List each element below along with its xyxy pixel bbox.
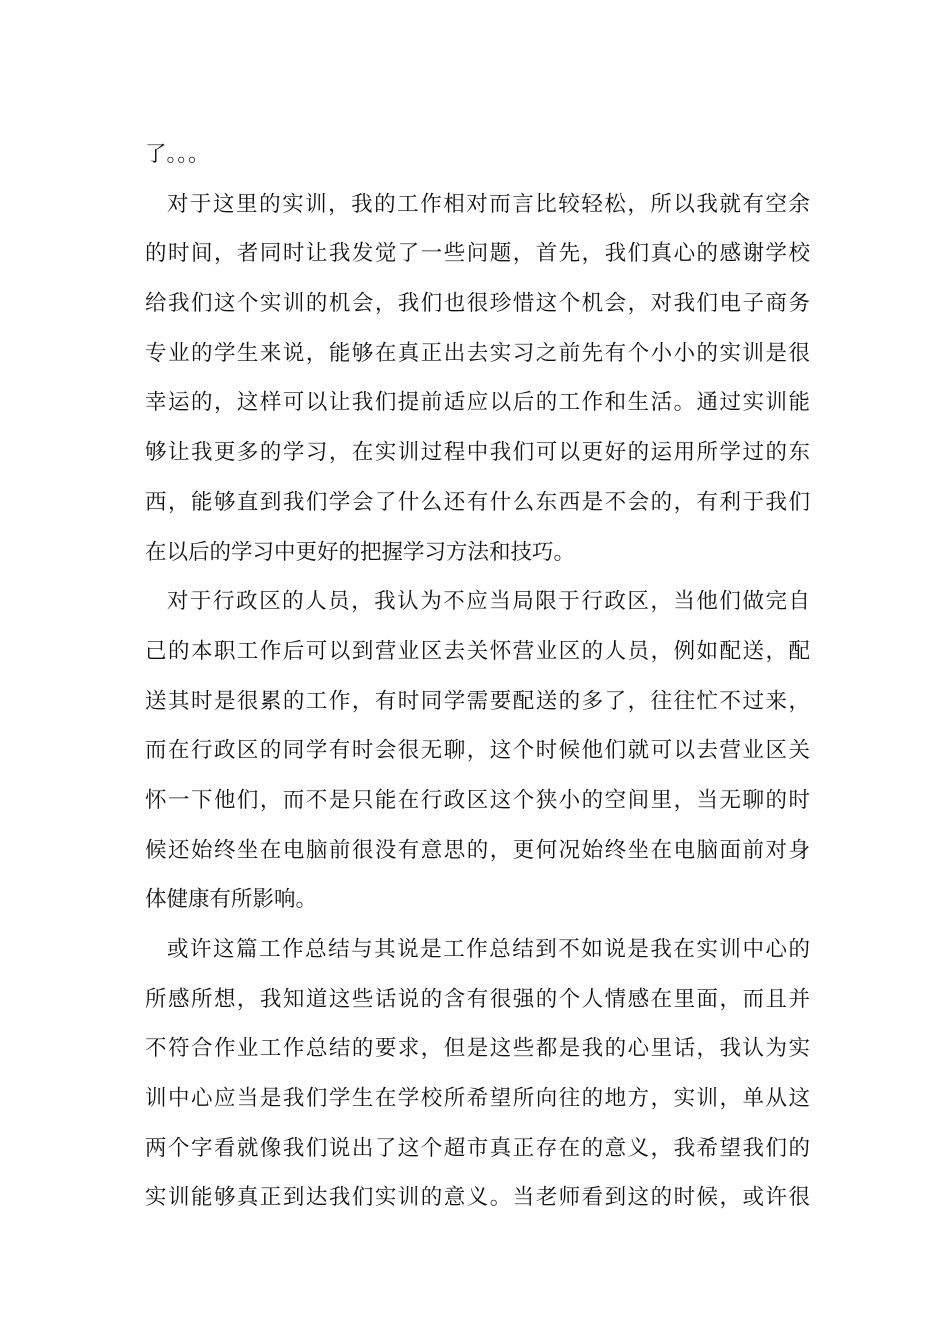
paragraph xyxy=(145,925,810,1223)
text-line: 两个字看就像我们说出了这个超市真正存在的意义，我希望我们的 xyxy=(145,1135,810,1161)
paragraph xyxy=(145,130,810,180)
text-line: 送其时是很累的工作，有时同学需要配送的多了，往往忙不过来， xyxy=(145,688,810,714)
text-line: 体健康有所影响。 xyxy=(145,887,318,913)
text-line: 的时间，者同时让我发觉了一些问题，首先，我们真心的感谢学校 xyxy=(145,241,810,267)
text-line: 对于这里的实训，我的工作相对而言比较轻松，所以我就有空余 xyxy=(167,191,810,217)
text-line: 够让我更多的学习，在实训过程中我们可以更好的运用所学过的东 xyxy=(145,440,810,466)
document-body xyxy=(145,130,810,1223)
text-line: 专业的学生来说，能够在真正出去实习之前先有个小小的实训是很 xyxy=(145,340,810,366)
text-line: 幸运的，这样可以让我们提前适应以后的工作和生活。通过实训能 xyxy=(145,390,810,416)
text-line: 训中心应当是我们学生在学校所希望所向往的地方，实训，单从这 xyxy=(145,1086,810,1112)
text-line: 己的本职工作后可以到营业区去关怀营业区的人员，例如配送，配 xyxy=(145,638,810,664)
paragraph xyxy=(145,577,810,925)
text-line: 所感所想，我知道这些话说的含有很强的个人情感在里面，而且并 xyxy=(145,986,810,1012)
text-line: 给我们这个实训的机会，我们也很珍惜这个机会，对我们电子商务 xyxy=(145,291,810,317)
text-line: 而在行政区的同学有时会很无聊，这个时候他们就可以去营业区关 xyxy=(145,738,810,764)
text-line: 对于行政区的人员，我认为不应当局限于行政区，当他们做完自 xyxy=(167,589,810,615)
text-line: 在以后的学习中更好的把握学习方法和技巧。 xyxy=(145,539,576,565)
paragraph xyxy=(145,180,810,578)
text-line: 候还始终坐在电脑前很没有意思的，更何况始终坐在电脑面前对身 xyxy=(145,837,810,863)
text-line: 不符合作业工作总结的要求，但是这些都是我的心里话，我认为实 xyxy=(145,1036,810,1062)
text-line: 或许这篇工作总结与其说是工作总结到不如说是我在实训中心的 xyxy=(167,937,810,962)
text-line: 西，能够直到我们学会了什么还有什么东西是不会的，有利于我们 xyxy=(145,489,810,515)
text-line: 实训能够真正到达我们实训的意义。当老师看到这的时候，或许很 xyxy=(145,1185,810,1211)
text-line: 了。。。 xyxy=(145,142,210,167)
text-line: 怀一下他们，而不是只能在行政区这个狭小的空间里，当无聊的时 xyxy=(145,787,810,813)
